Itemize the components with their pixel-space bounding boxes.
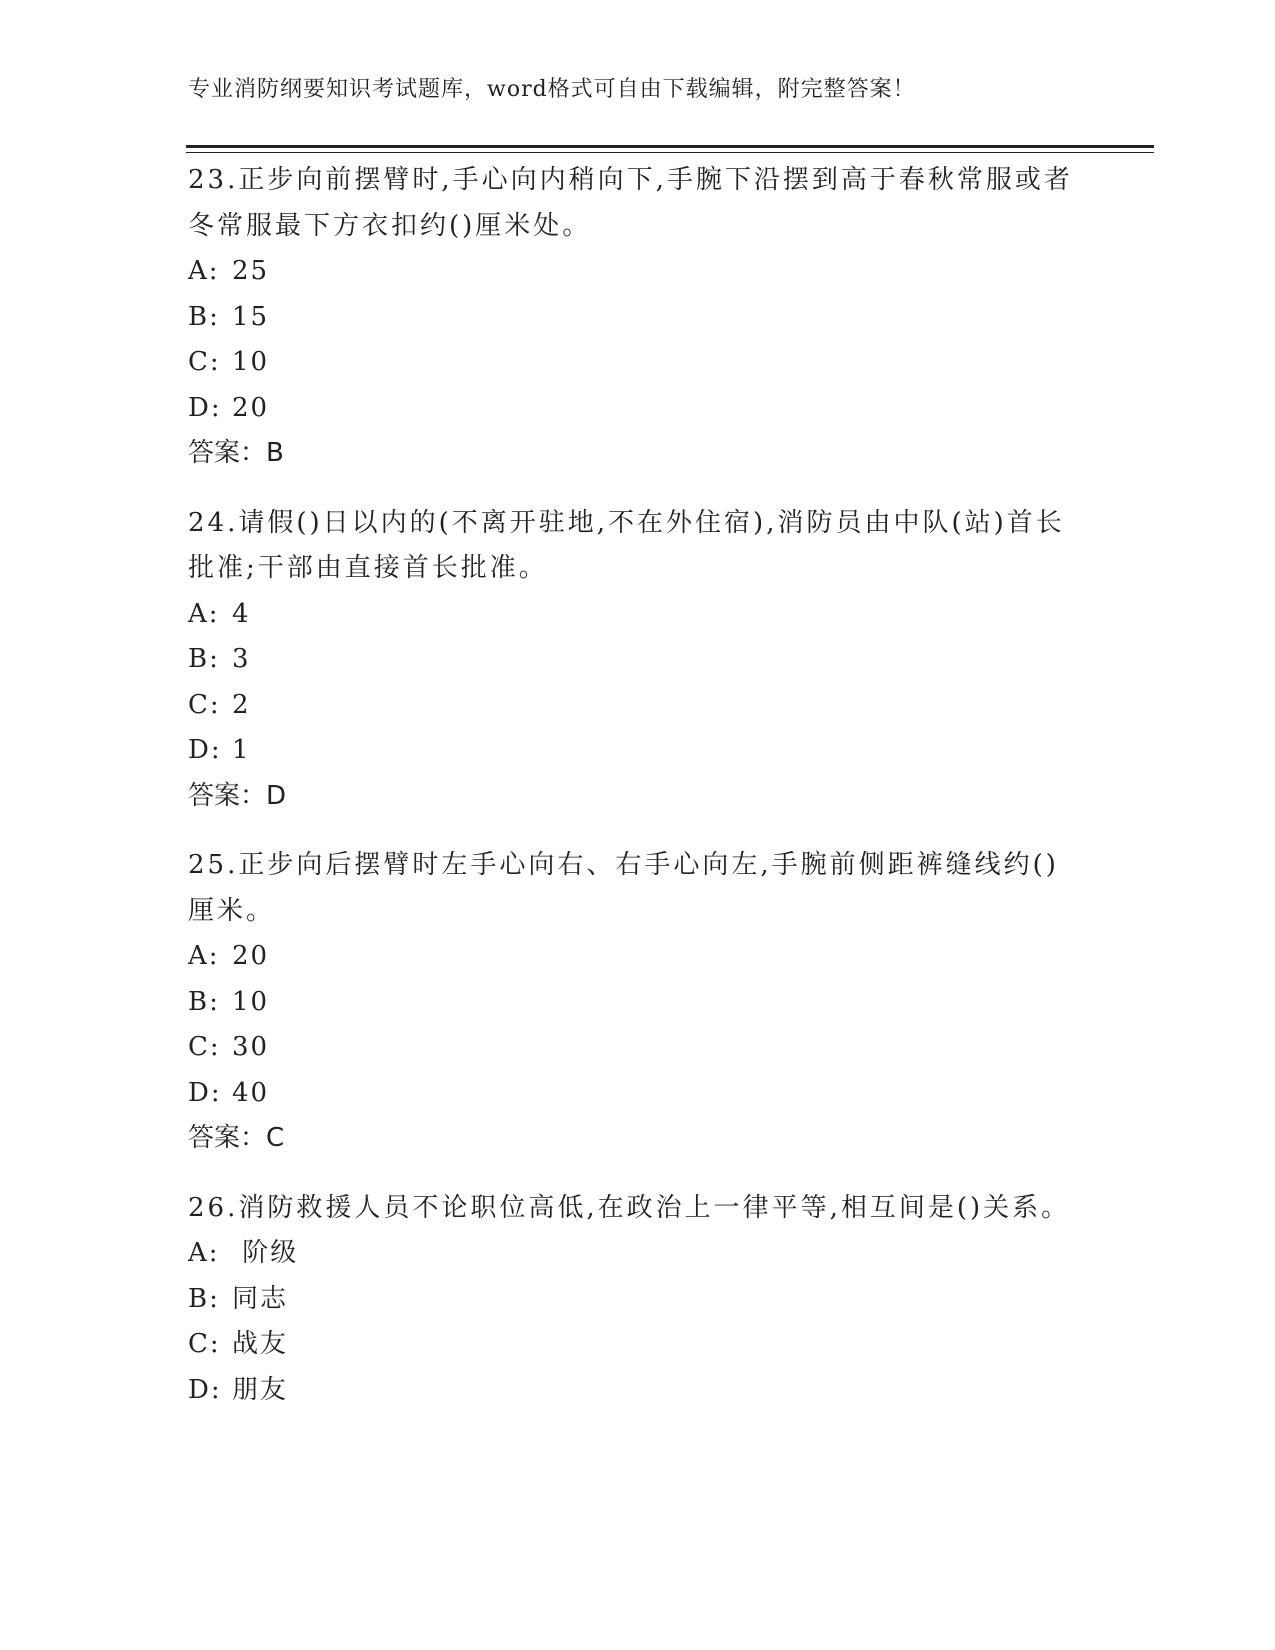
option-c	[188, 340, 1088, 386]
question-text-line: 厘米。	[188, 895, 276, 926]
option-c	[188, 1322, 1088, 1368]
option-text: 同志	[232, 1283, 289, 1314]
option-b	[188, 637, 1088, 683]
option-label: D:	[188, 1374, 222, 1405]
header-rule-thin	[186, 152, 1154, 153]
option-text: 40	[232, 1077, 270, 1108]
question-text-line: 23.正步向前摆臂时,手心向内稍向下,手腕下沿摆到高于春秋常服或者	[188, 165, 1073, 195]
option-label: D:	[188, 392, 222, 423]
option-a	[188, 934, 1088, 980]
option-text: 30	[232, 1032, 270, 1062]
option-d	[188, 728, 1088, 774]
option-text: 10	[232, 347, 270, 377]
option-text: 15	[232, 301, 270, 332]
option-text: 2	[232, 689, 251, 720]
answer-line: 答案：D	[188, 780, 287, 811]
option-d	[188, 1071, 1088, 1117]
question-list	[188, 158, 1088, 1437]
question-text-line: 24.请假()日以内的(不离开驻地,不在外住宿),消防员由中队(站)首长	[188, 507, 1065, 538]
option-label: A:	[188, 256, 220, 286]
question-text-line: 冬常服最下方衣扣约()厘米处。	[188, 210, 592, 241]
option-d	[188, 386, 1088, 432]
option-text: 20	[232, 941, 270, 971]
option-text: 朋友	[232, 1374, 289, 1405]
option-label: B:	[188, 644, 220, 674]
option-label: C:	[188, 1329, 221, 1359]
question-26	[188, 1186, 1088, 1414]
option-text: 3	[232, 644, 251, 674]
option-c	[188, 1025, 1088, 1071]
question-text-line: 25.正步向后摆臂时左手心向右、右手心向左,手腕前侧距裤缝线约()	[188, 850, 1059, 880]
option-label: D:	[188, 1077, 222, 1108]
option-c	[188, 683, 1088, 729]
option-a	[188, 592, 1088, 638]
question-text-line: 批准;干部由直接首长批准。	[188, 553, 548, 583]
option-label: A:	[188, 598, 220, 629]
option-text: 战友	[232, 1329, 289, 1359]
option-text: 25	[232, 256, 270, 286]
option-label: C:	[188, 689, 221, 720]
answer-line: 答案：B	[188, 438, 284, 468]
question-24	[188, 501, 1088, 820]
option-b	[188, 1277, 1088, 1323]
option-text: 4	[232, 598, 251, 629]
question-text-line: 26.消防救援人员不论职位高低,在政治上一律平等,相互间是()关系。	[188, 1192, 1071, 1223]
option-text: 阶级	[232, 1238, 299, 1268]
option-label: B:	[188, 1283, 220, 1314]
option-text: 1	[232, 735, 251, 765]
option-label: A:	[188, 1238, 220, 1268]
header-rule-thick	[186, 145, 1154, 148]
option-text: 10	[232, 986, 270, 1017]
option-a	[188, 1231, 1088, 1277]
option-label: B:	[188, 986, 220, 1017]
question-23	[188, 158, 1088, 477]
option-b	[188, 980, 1088, 1026]
answer-line: 答案：C	[188, 1123, 285, 1153]
option-d	[188, 1368, 1088, 1414]
page-header-text: 专业消防纲要知识考试题库，word格式可自由下载编辑，附完整答案！	[188, 77, 916, 102]
option-label: C:	[188, 1032, 221, 1062]
option-label: D:	[188, 735, 222, 765]
option-label: B:	[188, 301, 220, 332]
option-label: C:	[188, 347, 221, 377]
option-a	[188, 249, 1088, 295]
option-text: 20	[232, 392, 270, 423]
option-label: A:	[188, 941, 220, 971]
option-b	[188, 295, 1088, 341]
question-25	[188, 843, 1088, 1162]
